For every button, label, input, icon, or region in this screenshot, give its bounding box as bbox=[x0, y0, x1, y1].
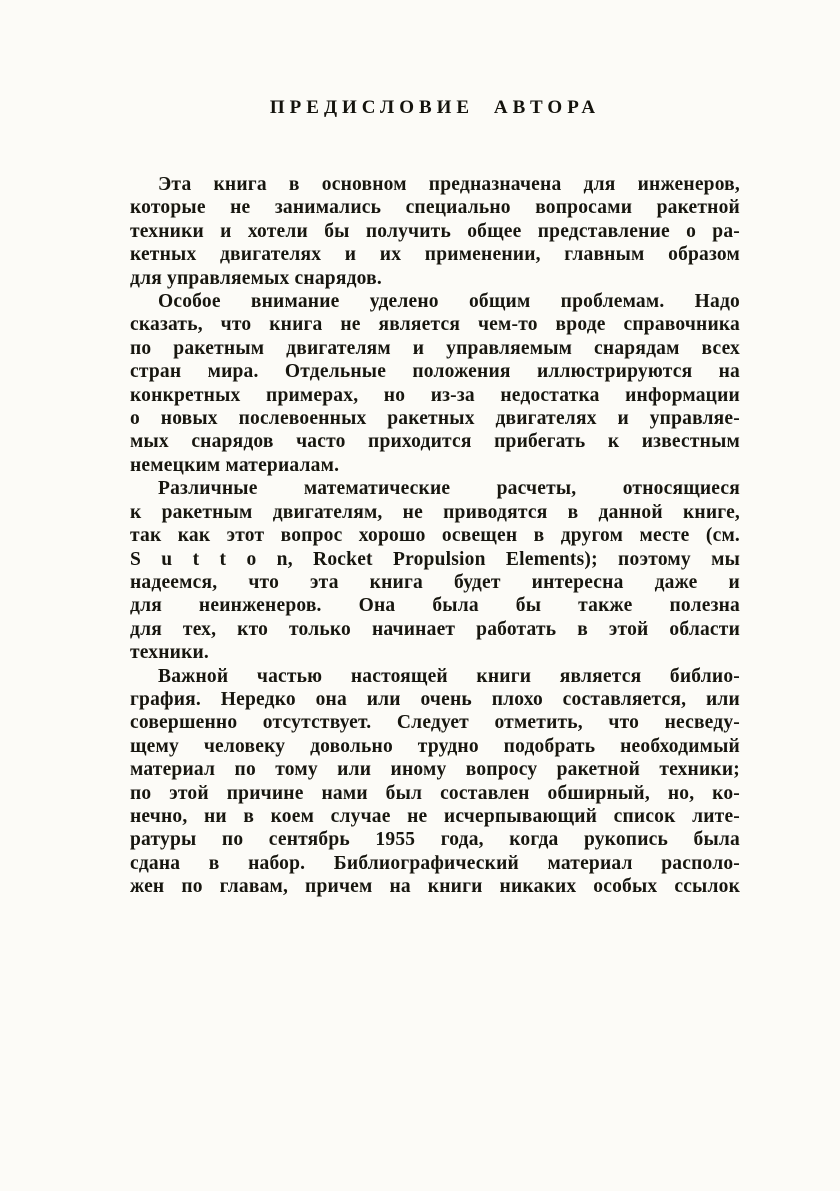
text-line: стран мира. Отдельные положения иллюстрируются на bbox=[130, 361, 740, 383]
text-line: мых снарядов часто приходится прибегать к известным bbox=[130, 431, 740, 453]
text-line: ратуры по сентябрь 1955 года, когда рукопись была bbox=[130, 829, 740, 851]
text-line: по ракетным двигателям и управляемым снарядам всех bbox=[130, 337, 740, 359]
page-body bbox=[130, 173, 740, 899]
text-line: техники. bbox=[130, 642, 210, 664]
text-line: надеемся, что эта книга будет интересна даже и bbox=[130, 571, 740, 593]
text-line: графия. Нередко она или очень плохо составляется, или bbox=[130, 688, 740, 710]
paragraph bbox=[130, 665, 740, 899]
text-line: совершенно отсутствует. Следует отметить, что несведу- bbox=[130, 712, 740, 734]
text-line: техники и хотели бы получить общее представление о ра- bbox=[130, 220, 740, 242]
text-line: S u t t o n, Rocket Propulsion Elements); поэтому мы bbox=[130, 548, 740, 570]
text-line: для неинженеров. Она была бы также полезна bbox=[130, 595, 740, 617]
text-line: по этой причине нами был составлен обширный, но, ко- bbox=[130, 782, 740, 804]
paragraph bbox=[130, 290, 740, 477]
text-line: щему человеку довольно трудно подобрать необходимый bbox=[130, 735, 740, 757]
text-line: Особое внимание уделено общим проблемам. Надо bbox=[158, 291, 740, 313]
text-line: Важной частью настоящей книги является библио- bbox=[158, 665, 740, 687]
text-line: кетных двигателях и их применении, главным образом bbox=[130, 244, 740, 266]
page-title: ПРЕДИСЛОВИЕ АВТОРА bbox=[269, 97, 601, 118]
text-line: так как этот вопрос хорошо освещен в другом месте (см. bbox=[130, 525, 740, 547]
text-line: немецким материалам. bbox=[130, 454, 340, 476]
text-line: сказать, что книга не является чем-то вроде справочника bbox=[130, 314, 740, 336]
text-line: к ракетным двигателям, не приводятся в данной книге, bbox=[130, 501, 740, 523]
text-line: о новых послевоенных ракетных двигателях и управляе- bbox=[130, 408, 740, 430]
text-line: материал по тому или иному вопросу ракетной техники; bbox=[130, 759, 740, 781]
text-line: Эта книга в основном предназначена для инженеров, bbox=[158, 174, 740, 195]
text-line: нечно, ни в коем случае не исчерпывающий список лите- bbox=[130, 805, 740, 827]
text-line: которые не занимались специально вопросами ракетной bbox=[130, 197, 740, 219]
paragraph bbox=[130, 173, 740, 290]
text-line: Различные математические расчеты, относящиеся bbox=[158, 478, 740, 500]
paragraph bbox=[130, 477, 740, 664]
text-line: для управляемых снарядов. bbox=[130, 267, 382, 289]
text-line: сдана в набор. Библиографический материал располо- bbox=[130, 852, 740, 874]
text-line: жен по главам, причем на книги никаких особых ссылок bbox=[130, 876, 740, 898]
text-line: конкретных примерах, но из-за недостатка информации bbox=[130, 384, 740, 406]
text-line: для тех, кто только начинает работать в этой области bbox=[130, 618, 740, 640]
